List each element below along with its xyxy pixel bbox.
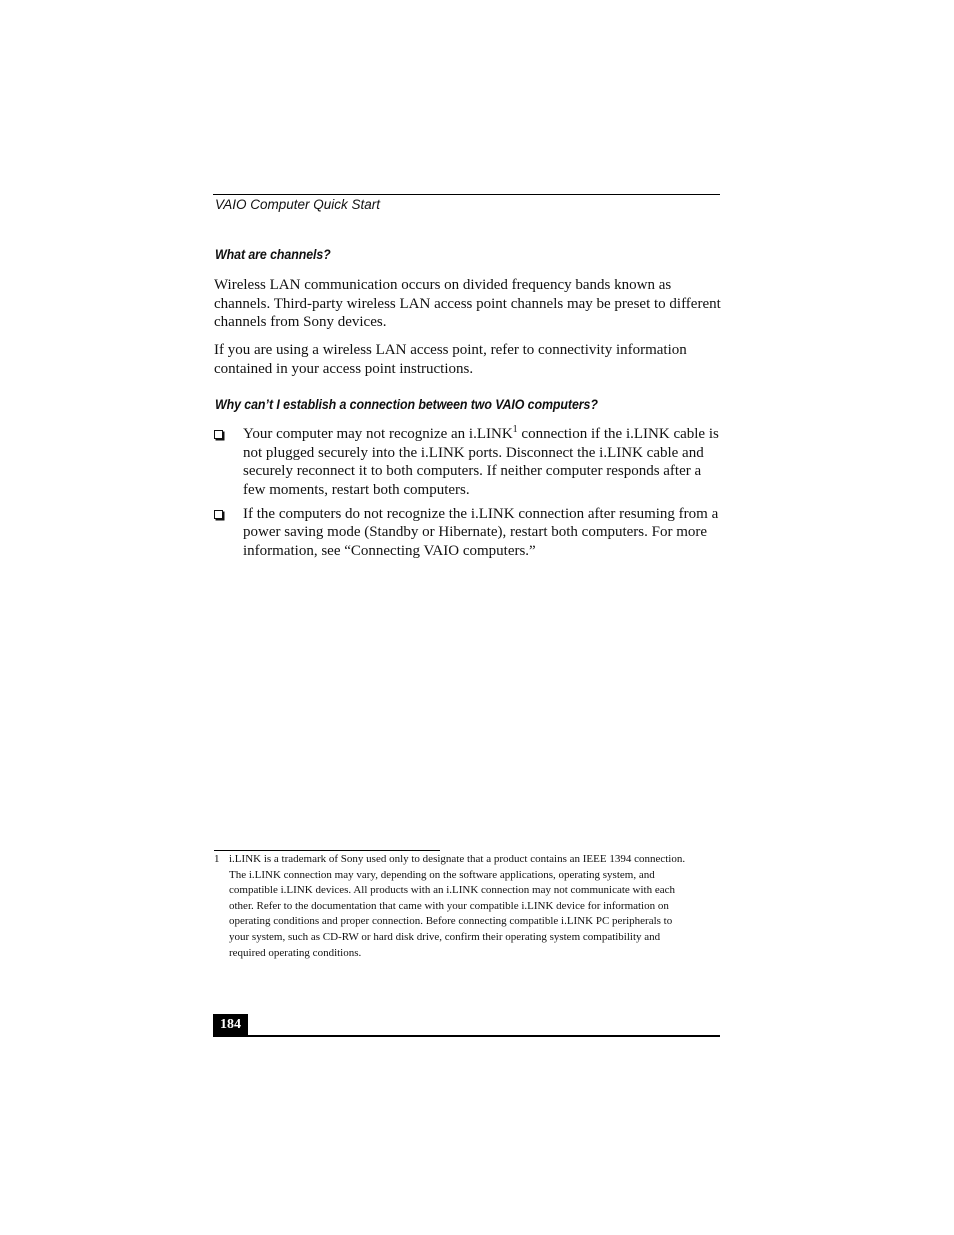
page-number: 184 <box>213 1014 248 1037</box>
footnote <box>214 852 694 961</box>
footnote-reference[interactable]: 1 <box>512 424 518 435</box>
list-item <box>214 425 724 499</box>
running-header: VAIO Computer Quick Start <box>215 197 381 212</box>
bullet-text-part: Your computer may not recognize an i.LINK <box>243 426 513 442</box>
bullet-text-part: connection if the i.LINK cable is not plugged securely into the i.LINK ports. Disconnect the i.LINK cable and securely reconnect it to both computers. If neither computer responds after a few moments, restart both computers. <box>243 426 719 498</box>
footnote-rule <box>214 850 440 851</box>
bullet-text: If the computers do not recognize the i.LINK connection after resuming from a power saving mode (Standby or Hibernate), restart both computers. For more information, see “Connecting VAIO computers.” <box>243 505 719 559</box>
paragraph-channels-definition: Wireless LAN communication occurs on divided frequency bands known as channels. Third-party wireless LAN access point channels may be preset to different channels from Sony devices. <box>214 277 721 330</box>
section-heading-vaio-connection: Why can’t I establish a connection between two VAIO computers? <box>215 397 598 412</box>
bullet-box-icon <box>214 510 223 519</box>
footnote-text: i.LINK is a trademark of Sony used only to designate that a product contains an IEEE 1394 connection. The i.LINK connection may vary, depending on the software applications, operating system, and compatible i.LINK devices. All products with an i.LINK connection may not communicate with each other. Refer to the documentation that came with your compatible i.LINK device for information on operating conditions and proper connection. Before connecting compatible i.LINK PC peripherals to your system, such as CD-RW or hard disk drive, confirm their operating system compatibility and required operating conditions. <box>229 853 686 959</box>
section-heading-channels: What are channels? <box>215 247 331 262</box>
paragraph-access-point: If you are using a wireless LAN access point, refer to connectivity information contained in your access point instructions. <box>214 342 687 377</box>
list-item <box>214 505 724 561</box>
footer-rule <box>213 1035 720 1037</box>
header-rule <box>213 194 720 195</box>
bullet-box-icon <box>214 430 223 439</box>
footnote-number: 1 <box>214 853 220 865</box>
troubleshooting-list <box>214 425 724 566</box>
